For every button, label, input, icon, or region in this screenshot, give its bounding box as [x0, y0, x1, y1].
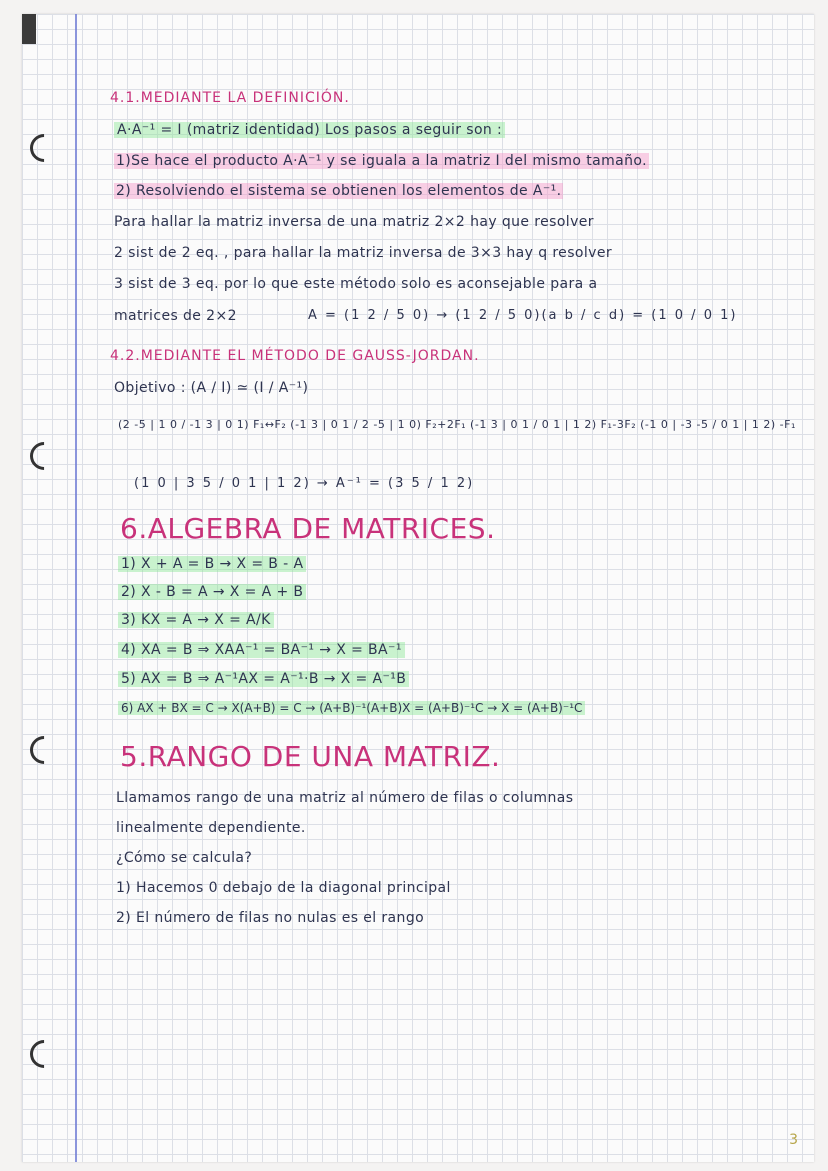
text-line: Llamamos rango de una matriz al número de filas o columnas [116, 790, 574, 806]
binder-hole [24, 436, 64, 476]
page-corner [22, 14, 36, 44]
heading-4-2: 4.2.MEDIANTE EL MÉTODO DE GAUSS-JORDAN. [110, 348, 480, 364]
text-line: linealmente dependiente. [116, 820, 306, 836]
binder-hole [24, 1034, 64, 1074]
heading-4-1: 4.1.MEDIANTE LA DEFINICIÓN. [110, 90, 350, 106]
objective-line: Objetivo : (A / I) ≃ (I / A⁻¹) [114, 380, 309, 396]
page-number: 3 [789, 1132, 798, 1148]
text-line: 3 sist de 3 eq. por lo que este método solo es aconsejable para a [114, 276, 598, 292]
algebra-item: 1) X + A = B → X = B - A [118, 556, 306, 572]
binder-hole [24, 128, 64, 168]
definition-line: A·A⁻¹ = I (matriz identidad) Los pasos a seguir son : [114, 122, 505, 138]
algebra-item: 6) AX + BX = C → X(A+B) = C → (A+B)⁻¹(A+B)X = (A+B)⁻¹C → X = (A+B)⁻¹C [118, 701, 585, 715]
gauss-jordan-result: (1 0 | 3 5 / 0 1 | 1 2) → A⁻¹ = (3 5 / 1 2) [134, 476, 475, 491]
gauss-jordan-steps: (2 -5 | 1 0 / -1 3 | 0 1) F₁↔F₂ (-1 3 | 0 1 / 2 -5 | 1 0) F₂+2F₁ (-1 3 | 0 1 / 0 1 | 1 2) F₁-3F₂ (-1 0 | -3 -5 / 0 1 | 1 2) -F₁ [118, 418, 796, 431]
matrix-example: A = (1 2 / 5 0) → (1 2 / 5 0)(a b / c d) = (1 0 / 0 1) [308, 308, 738, 323]
notebook-page [22, 14, 814, 1162]
margin-line [75, 14, 77, 1162]
heading-5: 5.RANGO DE UNA MATRIZ. [120, 740, 501, 773]
step-2-line: 2) El número de filas no nulas es el rango [116, 910, 425, 926]
algebra-item: 2) X - B = A → X = A + B [118, 584, 306, 600]
algebra-item: 4) XA = B ⇒ XAA⁻¹ = BA⁻¹ → X = BA⁻¹ [118, 642, 405, 658]
step-1-line: 1)Se hace el producto A·A⁻¹ y se iguala a la matriz I del mismo tamaño. [116, 153, 647, 169]
binder-hole [24, 730, 64, 770]
text-line: 2 sist de 2 eq. , para hallar la matriz inversa de 3×3 hay q resolver [114, 245, 612, 261]
step-2-line: 2) Resolviendo el sistema se obtienen los elementos de A⁻¹. [116, 183, 562, 199]
text-line: matrices de 2×2 [114, 308, 237, 324]
algebra-item: 5) AX = B ⇒ A⁻¹AX = A⁻¹·B → X = A⁻¹B [118, 671, 409, 687]
heading-6: 6.ALGEBRA DE MATRICES. [120, 512, 496, 545]
algebra-item: 3) KX = A → X = A/K [118, 612, 274, 628]
step-1-line: 1) Hacemos 0 debajo de la diagonal principal [116, 880, 451, 896]
question-line: ¿Cómo se calcula? [116, 850, 253, 866]
text-line: Para hallar la matriz inversa de una matriz 2×2 hay que resolver [114, 214, 594, 230]
